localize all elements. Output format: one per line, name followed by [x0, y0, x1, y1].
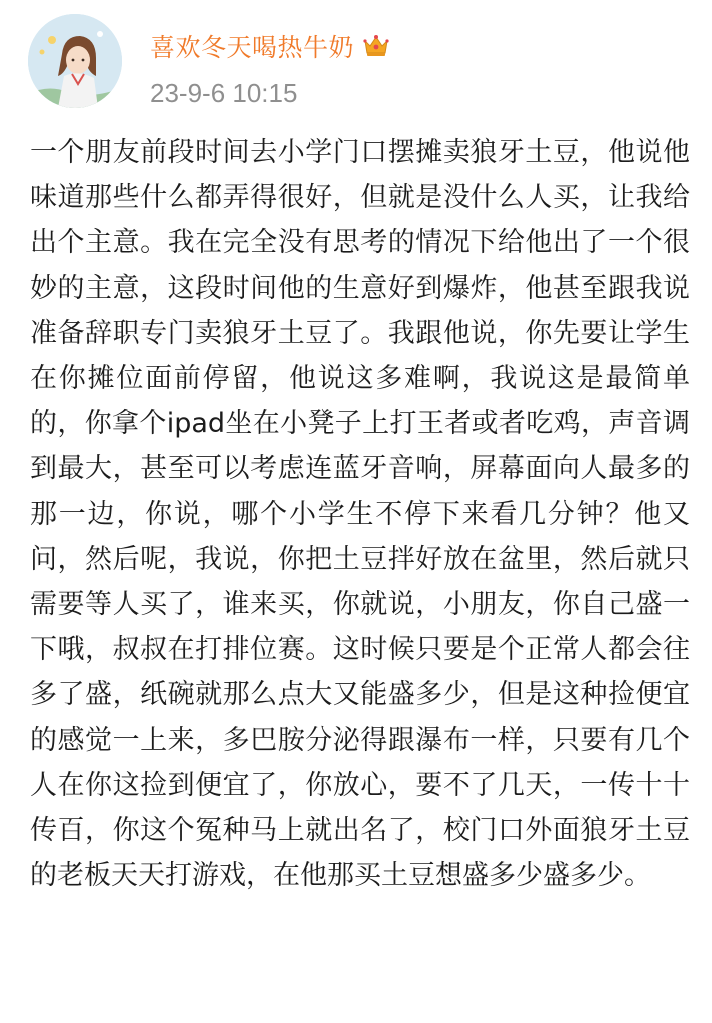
post-timestamp: 23-9-6 10:15 — [150, 78, 298, 108]
post-header — [28, 14, 688, 114]
post-body-text: 一个朋友前段时间去小学门口摆摊卖狼牙土豆，他说他味道那些什么都弄得很好，但就是没什么人买，让我给出个主意。我在完全没有思考的情况下给他出了一个很妙的主意，这段时间他的生意好到爆炸，他甚至跟我说准备辞职专门卖狼牙土豆了。我跟他说，你先要让学生在你摊位面前停留，他说这多难啊，我说这是最简单的，你拿个ipad坐在小凳子上打王者或者吃鸡，声音调到最大，甚至可以考虑连蓝牙音响，屏幕面向人最多的那一边，你说，哪个小学生不停下来看几分钟？他又问，然后呢，我说，你把土豆拌好放在盆里，然后就只需要等人买了，谁来买，你就说，小朋友，你自己盛一下哦，叔叔在打排位赛。这时候只要是个正常人都会往多了盛，纸碗就那么点大又能盛多少，但是这种捡便宜的感觉一上来，多巴胺分泌得跟瀑布一样，只要有几个人在你这捡到便宜了，你放心，要不了几天，一传十十传百，你这个冤种马上就出名了，校门口外面狼牙土豆的老板天天打游戏，在他那买土豆想盛多少盛多少。 — [30, 137, 690, 892]
username-row — [150, 26, 390, 66]
author-name[interactable]: 喜欢冬天喝热牛奶 — [150, 33, 355, 62]
anime-girl-avatar-icon[interactable] — [28, 14, 122, 108]
vip-crown-icon[interactable] — [362, 33, 390, 59]
